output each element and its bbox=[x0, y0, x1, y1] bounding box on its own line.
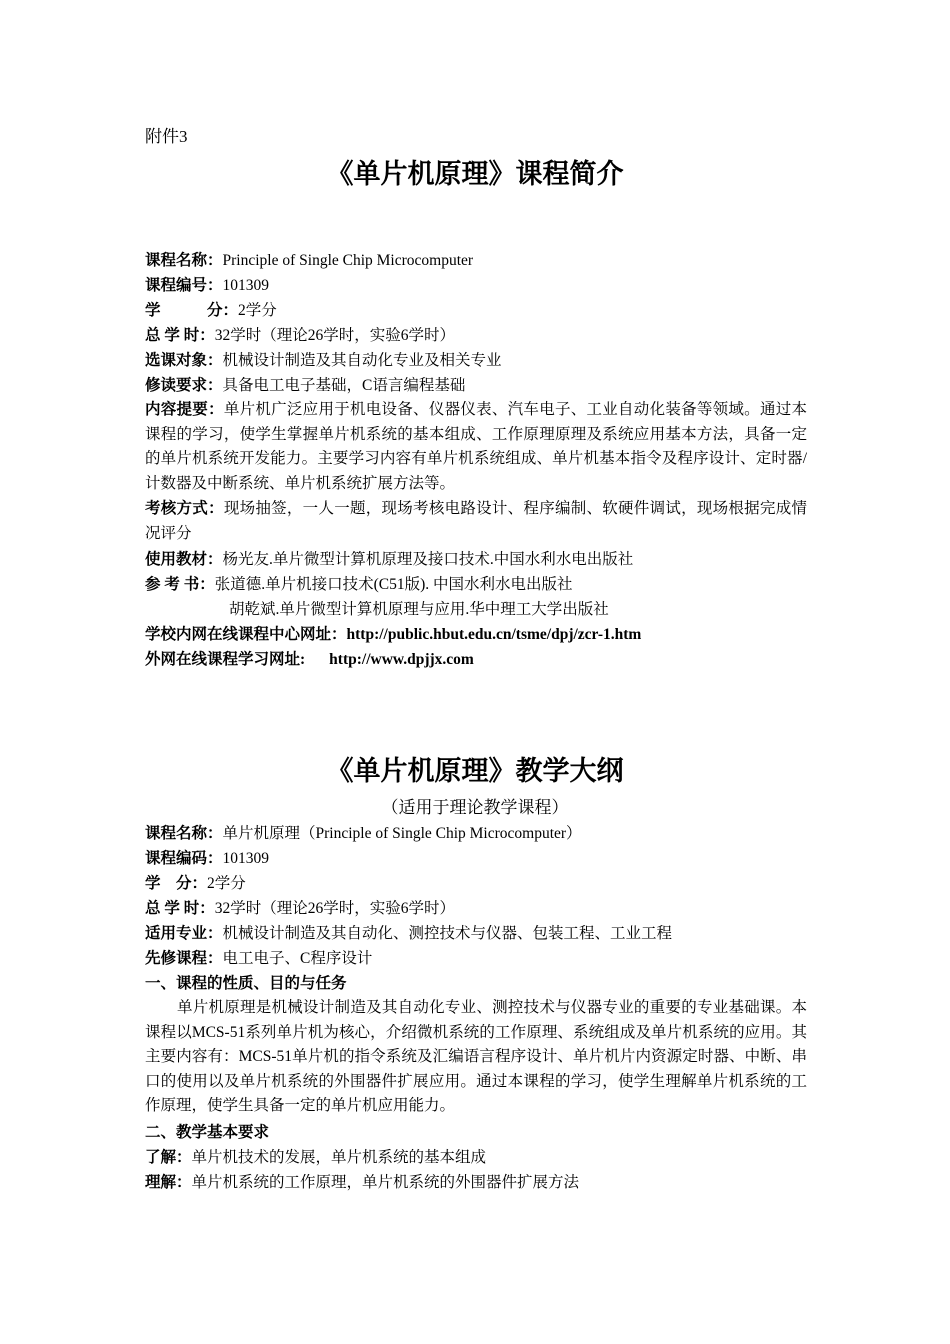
field-value: 杨光友.单片微型计算机原理及接口技术.中国水利水电出版社 bbox=[222, 551, 634, 568]
intro-prereq bbox=[145, 373, 807, 398]
section-1-heading: 一、课程的性质、目的与任务 bbox=[145, 975, 347, 992]
field-value: 2学分 bbox=[238, 302, 277, 319]
field-label: 考核方式： bbox=[145, 500, 224, 517]
intro-course-code bbox=[145, 273, 807, 298]
field-value: 机械设计制造及其自动化专业及相关专业 bbox=[222, 352, 502, 369]
field-label: 选课对象： bbox=[145, 352, 223, 369]
intro-hours bbox=[145, 323, 807, 348]
requirement-comprehend bbox=[145, 1170, 807, 1195]
field-label: 先修课程： bbox=[145, 950, 223, 967]
internet-link[interactable]: http://www.dpjjx.com bbox=[329, 651, 474, 668]
syllabus-majors bbox=[145, 921, 807, 946]
field-value: 机械设计制造及其自动化、测控技术与仪器、包装工程、工业工程 bbox=[222, 925, 673, 942]
reference-item: 胡乾斌.单片微型计算机原理与应用.华中理工大学出版社 bbox=[229, 601, 609, 618]
field-label: 总 学 时： bbox=[145, 327, 215, 344]
field-label: 修读要求： bbox=[145, 377, 223, 394]
intro-summary bbox=[145, 398, 807, 496]
field-label: 参 考 书： bbox=[145, 576, 215, 593]
intro-audience bbox=[145, 348, 807, 373]
field-label: 外网在线课程学习网址: bbox=[145, 651, 306, 668]
field-label: 课程编号： bbox=[145, 277, 223, 294]
field-value: 101309 bbox=[222, 277, 270, 294]
intro-refs bbox=[145, 572, 807, 597]
field-label: 课程名称： bbox=[145, 825, 223, 842]
intro-course-name bbox=[145, 248, 807, 273]
syllabus-course-code bbox=[145, 846, 807, 871]
intro-title: 《单片机原理》课程简介 bbox=[326, 159, 624, 189]
field-label: 使用教材： bbox=[145, 551, 223, 568]
field-label: 理解： bbox=[145, 1174, 192, 1191]
field-value: Principle of Single Chip Microcomputer bbox=[222, 252, 474, 269]
reference-item: 张道德.单片机接口技术(C51版). 中国水利水电出版社 bbox=[214, 576, 573, 593]
field-value: 32学时（理论26学时，实验6学时） bbox=[214, 900, 456, 917]
field-value: 单片机技术的发展，单片机系统的基本组成 bbox=[191, 1149, 487, 1166]
field-value: 单片机广泛应用于机电设备、仪器仪表、汽车电子、工业自动化装备等领域。通过本课程的学习，使学生掌握单片机系统的基本组成、工作原理原理及系统应用基本方法，具备一定的单片机系统开发能力。主要学习内容有单片机系统组成、单片机基本指令及程序设计、定时器/计数器及中断系统、单片机系统扩展方法等。 bbox=[145, 401, 807, 492]
field-label: 学 分： bbox=[145, 302, 239, 319]
section-1-body: 单片机原理是机械设计制造及其自动化专业、测控技术与仪器专业的重要的专业基础课。本课程以MCS-51系列单片机为核心，介绍微机系统的工作原理、系统组成及单片机系统的应用。其主要内容有：MCS-51单片机的指令系统及汇编语言程序设计、单片机片内资源定时器、中断、串口的使用以及单片机系统的外围器件扩展应用。通过本课程的学习，使学生理解单片机系统的工作原理，使学生具备一定的单片机应用能力。 bbox=[145, 999, 807, 1114]
intro-credits bbox=[145, 298, 807, 323]
field-value: 单片机系统的工作原理，单片机系统的外围器件扩展方法 bbox=[191, 1174, 580, 1191]
field-value: 电工电子、C程序设计 bbox=[222, 950, 373, 967]
field-label: 总 学 时： bbox=[145, 900, 215, 917]
field-value: 32学时（理论26学时，实验6学时） bbox=[214, 327, 456, 344]
section-2-heading: 二、教学基本要求 bbox=[145, 1124, 270, 1141]
requirement-understand bbox=[145, 1145, 807, 1170]
syllabus-credits bbox=[145, 871, 807, 896]
field-label: 课程名称： bbox=[145, 252, 223, 269]
field-value: 101309 bbox=[222, 850, 270, 867]
field-value: 2学分 bbox=[207, 875, 246, 892]
field-label: 学 分： bbox=[145, 875, 208, 892]
intranet-link[interactable]: http://public.hbut.edu.cn/tsme/dpj/zcr-1.htm bbox=[346, 626, 642, 643]
syllabus-course-name bbox=[145, 821, 807, 846]
field-label: 课程编码： bbox=[145, 850, 223, 867]
attachment-label: 附件3 bbox=[145, 127, 188, 146]
field-value: 单片机原理（Principle of Single Chip Microcomputer） bbox=[222, 825, 582, 842]
intro-internet bbox=[145, 647, 807, 672]
field-value: 现场抽签，一人一题，现场考核电路设计、程序编制、软硬件调试，现场根据完成情况评分 bbox=[145, 500, 807, 542]
syllabus-subtitle: （适用于理论教学课程） bbox=[381, 798, 569, 817]
field-label: 内容提要： bbox=[145, 401, 224, 418]
syllabus-hours bbox=[145, 896, 807, 921]
field-label: 了解： bbox=[145, 1149, 192, 1166]
syllabus-title: 《单片机原理》教学大纲 bbox=[326, 756, 624, 786]
intro-intranet bbox=[145, 622, 807, 647]
field-label: 学校内网在线课程中心网址： bbox=[145, 626, 347, 643]
intro-assessment bbox=[145, 497, 807, 546]
syllabus-prereq bbox=[145, 946, 807, 971]
field-label: 适用专业： bbox=[145, 925, 223, 942]
intro-textbook bbox=[145, 547, 807, 572]
field-value: 具备电工电子基础，C语言编程基础 bbox=[222, 377, 466, 394]
